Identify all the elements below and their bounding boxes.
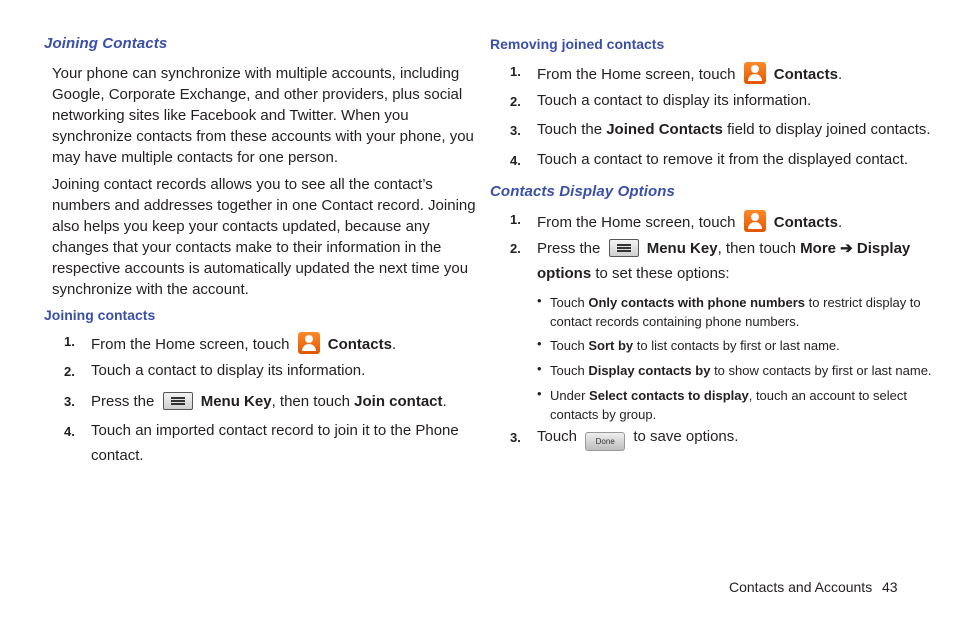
step-number: 4. xyxy=(510,153,521,168)
heading-joining-contacts: Joining Contacts xyxy=(44,35,168,52)
step-text: Touch xyxy=(537,428,578,445)
step-text: Touch the xyxy=(537,121,603,138)
bullet-text xyxy=(550,293,921,331)
bullet-bold: Select contacts to display xyxy=(589,388,749,403)
options-label: options xyxy=(537,265,592,282)
remove-step-4-text: Touch a contact to remove it from the displayed contact. xyxy=(537,151,909,168)
punctuation: . xyxy=(837,214,843,231)
step-number: 3. xyxy=(64,394,75,409)
step-1-text xyxy=(91,332,396,354)
step-4-text-cont: contact. xyxy=(91,447,144,464)
step-text: field to display joined contacts. xyxy=(727,121,931,138)
display-step-3-text xyxy=(537,428,738,451)
step-text: to save options. xyxy=(633,428,739,445)
display-step-1-text xyxy=(537,210,842,232)
more-display-label: More ➔ Display xyxy=(800,240,911,257)
bullet-bold: Display contacts by xyxy=(588,363,711,378)
text-line: also helps you keep your contacts updated, because any xyxy=(52,218,430,235)
step-text: From the Home screen, touch xyxy=(537,66,736,83)
remove-step-1-text xyxy=(537,62,842,84)
step-number: 2. xyxy=(510,94,521,109)
text-line: Google, Corporate Exchange, and other providers, plus social xyxy=(52,86,463,103)
display-step-2-text xyxy=(537,239,910,257)
paragraph-joining-records xyxy=(52,174,476,300)
joined-contacts-label: Joined Contacts xyxy=(606,121,723,138)
menu-key-label: Menu Key xyxy=(200,393,272,410)
step-number: 3. xyxy=(510,123,521,138)
remove-step-2-text: Touch a contact to display its information. xyxy=(537,92,812,109)
bullet-mark: • xyxy=(537,386,542,401)
bullet-text-part: contacts by group. xyxy=(550,407,657,422)
contacts-icon xyxy=(744,210,766,232)
subheading-removing-joined: Removing joined contacts xyxy=(490,36,665,52)
bullet-text-part: , touch an account to select xyxy=(748,388,907,403)
step-number: 1. xyxy=(64,334,75,349)
text-line: synchronize with the account. xyxy=(52,281,249,298)
step-text: Press the xyxy=(91,393,155,410)
bullet-text-part: to restrict display to xyxy=(808,295,921,310)
text-line: may have multiple contacts for one person. xyxy=(52,149,338,166)
display-step-2-text-cont xyxy=(537,265,730,282)
contacts-icon xyxy=(298,332,320,354)
step-text: , then touch xyxy=(271,393,350,410)
contacts-label: Contacts xyxy=(773,66,838,83)
menu-key-icon xyxy=(609,239,639,257)
step-number: 1. xyxy=(510,64,521,79)
step-number: 2. xyxy=(510,241,521,256)
subheading-joining-contacts: Joining contacts xyxy=(44,307,156,323)
menu-key-label: Menu Key xyxy=(646,240,718,257)
step-text: Press the xyxy=(537,240,601,257)
bullet-bold: Only contacts with phone numbers xyxy=(588,295,806,310)
step-text: , then touch xyxy=(717,240,796,257)
bullet-bold: Sort by xyxy=(588,338,634,353)
step-2-text: Touch a contact to display its information. xyxy=(91,362,366,379)
join-contact-label: Join contact xyxy=(354,393,443,410)
done-button-icon: Done xyxy=(585,432,625,451)
contacts-icon xyxy=(744,62,766,84)
bullet-text-part: Under xyxy=(550,388,586,403)
remove-step-3-text xyxy=(537,121,931,138)
text-line: networking sites like Facebook and Twitter. When you xyxy=(52,107,409,124)
punctuation: . xyxy=(837,66,843,83)
step-text: to set these options: xyxy=(595,265,730,282)
text-line: numbers and addresses together in one Contact record. Joining xyxy=(52,197,476,214)
text-line: Your phone can synchronize with multiple accounts, including xyxy=(52,65,460,82)
bullet-text-part: Touch xyxy=(550,338,585,353)
bullet-text xyxy=(550,386,907,424)
menu-key-icon xyxy=(163,392,193,410)
page-number: 43 xyxy=(882,579,898,595)
footer-section-title: Contacts and Accounts xyxy=(729,579,873,595)
step-number: 1. xyxy=(510,212,521,227)
step-number: 3. xyxy=(510,430,521,445)
bullet-text xyxy=(550,361,932,380)
bullet-text-part: Touch xyxy=(550,363,585,378)
bullet-text xyxy=(550,336,840,355)
step-number: 2. xyxy=(64,364,75,379)
step-text: From the Home screen, touch xyxy=(91,336,290,353)
step-text: From the Home screen, touch xyxy=(537,214,736,231)
heading-contacts-display-options: Contacts Display Options xyxy=(490,183,675,200)
bullet-text-part: contact records containing phone numbers. xyxy=(550,314,800,329)
step-3-text xyxy=(91,392,447,410)
text-line: synchronize contacts from these accounts with your phone, you xyxy=(52,128,474,145)
contacts-label: Contacts xyxy=(773,214,838,231)
text-line: Joining contact records allows you to see all the contact’s xyxy=(52,176,433,193)
bullet-text-part: to show contacts by first or last name. xyxy=(714,363,932,378)
step-4-text: Touch an imported contact record to join it to the Phone xyxy=(91,422,459,439)
bullet-mark: • xyxy=(537,293,542,308)
bullet-text-part: to list contacts by first or last name. xyxy=(636,338,840,353)
bullet-text-part: Touch xyxy=(550,295,585,310)
punctuation: . xyxy=(391,336,397,353)
step-number: 4. xyxy=(64,424,75,439)
bullet-mark: • xyxy=(537,361,542,376)
text-line: respective accounts is automatically updated the next time you xyxy=(52,260,469,277)
text-line: changes that your contacts make to their information in the xyxy=(52,239,442,256)
contacts-label: Contacts xyxy=(327,336,392,353)
bullet-mark: • xyxy=(537,336,542,351)
punctuation: . xyxy=(442,393,447,410)
paragraph-sync-accounts xyxy=(52,63,474,168)
